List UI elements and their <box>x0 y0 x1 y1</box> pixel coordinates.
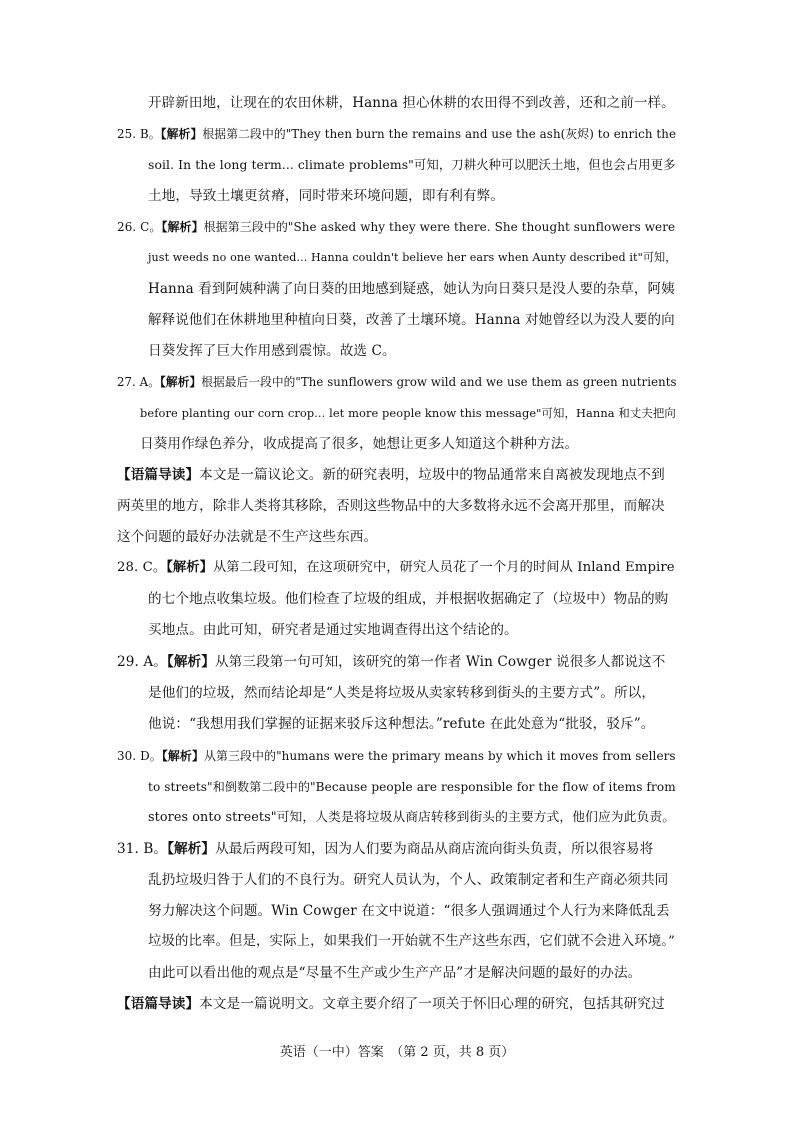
line-text: just weeds no one wanted... Hanna couldn't believe her ears when Aunty described it"可知， <box>148 251 677 264</box>
text-line <box>140 403 676 423</box>
line-text: 的七个地点收集垃圾。他们检查了垃圾的组成，并根据收据确定了（垃圾中）物品的购 <box>148 591 669 607</box>
line-text: 土地，导致土壤更贫瘠，同时带来环境问题，即有利有弊。 <box>148 188 505 204</box>
line-text: 从最后两段可知，因为人们要为商品从商店流向街头负责，所以很容易将 <box>215 841 654 857</box>
section-label: 【语篇导读】 <box>117 467 200 483</box>
section-label: 【解析】 <box>161 749 204 763</box>
line-text: 垃圾的比率。但是，实际上，如果我们一开始就不生产这些东西，它们就不会进入环境。” <box>148 934 675 949</box>
text-line <box>148 248 676 268</box>
line-text: 28. C。 <box>117 560 167 575</box>
text-line <box>148 620 518 640</box>
text-line <box>117 652 665 672</box>
line-text: 两英里的地方，除非人类将其移除，否则这些物品中的大多数将永远不会离开那里，而解决 <box>117 498 665 514</box>
line-text: 买地点。由此可知，研究者是通过实地调查得出这个结论的。 <box>148 622 518 638</box>
line-text: 这个问题的最好办法就是不生产这些东西。 <box>117 529 378 545</box>
line-text: 由此可以看出他的观点是“尽量不生产或少生产产品”才是解决问题的最好的办法。 <box>148 965 642 981</box>
text-line <box>148 310 675 330</box>
line-text: 25. B。 <box>117 127 161 141</box>
line-text: 根据第二段中的"They then burn the remains and use the ash(灰烬) to enrich the <box>202 127 677 141</box>
section-label: 【解析】 <box>160 127 203 141</box>
line-text: 30. D。 <box>117 749 162 763</box>
line-text: Hanna 看到阿姨种满了向日葵的田地感到疑惑，她认为向日葵只是没人要的杂草，阿姨 <box>148 281 675 297</box>
text-line <box>117 527 377 547</box>
text-line <box>117 372 677 392</box>
line-text: 根据最后一段中的"The sunflowers grow wild and we use them as green nutrients <box>201 375 677 389</box>
text-line <box>117 558 675 578</box>
line-text: 31. B。 <box>117 841 168 857</box>
text-line <box>117 746 676 766</box>
line-text: soil. In the long term... climate problems"可知，刀耕火种可以肥沃土地，但也会占用更多 <box>148 158 676 172</box>
section-label: 【解析】 <box>167 841 216 857</box>
text-line <box>148 683 655 703</box>
line-text: 开辟新田地，让现在的农田休耕，Hanna 担心休耕的农田得不到改善，还和之前一样。 <box>148 95 675 111</box>
section-label: 【语篇导读】 <box>117 996 200 1012</box>
line-text: 根据第三段中的"She asked why they were there. She thought sunflowers were <box>203 220 676 234</box>
line-text: 从第三段中的"humans were the primary means by which it moves from sellers <box>203 749 676 763</box>
line-text: 本文是一篇说明文。文章主要介绍了一项关于怀旧心理的研究，包括其研究过 <box>199 996 665 1012</box>
text-line <box>148 589 668 609</box>
line-text: before planting our corn crop... let more people know this message"可知，Hanna 和丈夫把向 <box>140 406 676 420</box>
section-label: 【解析】 <box>161 220 204 234</box>
line-text: 乱扔垃圾归咎于人们的不良行为。研究人员认为，个人、政策制定者和生产商必须共同 <box>148 872 669 888</box>
line-text: 解释说他们在休耕地里种植向日葵，改善了土壤环境。Hanna 对她曾经以为没人要的向 <box>148 312 675 328</box>
text-line <box>148 279 675 299</box>
text-line <box>117 217 675 237</box>
text-line <box>117 465 665 485</box>
text-line <box>148 714 654 734</box>
section-label: 【解析】 <box>166 560 213 575</box>
text-line <box>148 963 641 983</box>
line-text: 从第二段可知，在这项研究中，研究人员花了一个月的时间从 Inland Empire <box>212 560 675 575</box>
text-line <box>117 124 676 144</box>
line-text: 29. A。 <box>117 654 167 670</box>
text-line <box>148 870 668 890</box>
text-line <box>148 777 676 797</box>
line-text: 从第三段第一句可知，该研究的第一作者 Win Cowger 说很多人都说这不 <box>214 654 666 670</box>
line-text: 他说：“我想用我们掌握的证据来驳斥这种想法。”refute 在此处意为“批驳，驳斥”。 <box>148 716 655 732</box>
text-line <box>140 434 578 454</box>
text-line <box>148 932 675 952</box>
line-text: 日葵用作绿色养分，收成提高了很多，她想让更多人知道这个耕种方法。 <box>140 436 579 452</box>
text-line <box>117 994 665 1014</box>
text-line <box>117 839 653 859</box>
line-text: 27. A。 <box>117 375 160 389</box>
line-text: 本文是一篇议论文。新的研究表明，垃圾中的物品通常来自离被发现地点不到 <box>199 467 665 483</box>
line-text: 是他们的垃圾，然而结论却是“人类是将垃圾从卖家转移到街头的主要方式”。所以， <box>148 685 656 701</box>
text-line <box>148 808 675 828</box>
text-line <box>117 496 665 516</box>
text-line <box>148 901 670 921</box>
page-footer: 英语（一中）答案 （第 2 页，共 8 页） <box>279 1045 515 1060</box>
section-label: 【解析】 <box>159 375 202 389</box>
line-text: to streets"和倒数第二段中的"Because people are responsible for the flow of items from <box>148 780 676 794</box>
line-text: 努力解决这个问题。Win Cowger 在文中说道：“很多人强调通过个人行为来降低乱丢 <box>148 903 670 919</box>
text-line <box>148 341 396 361</box>
text-line <box>148 186 504 206</box>
line-text: stores onto streets"可知，人类是将垃圾从商店转移到街头的主要方式，他们应为此负责。 <box>148 810 676 825</box>
line-text: 26. C。 <box>117 220 162 234</box>
line-text: 日葵发挥了巨大作用感到震惊。故选 C。 <box>148 343 396 359</box>
text-line <box>148 155 676 175</box>
section-label: 【解析】 <box>166 654 215 670</box>
text-line <box>148 93 675 113</box>
